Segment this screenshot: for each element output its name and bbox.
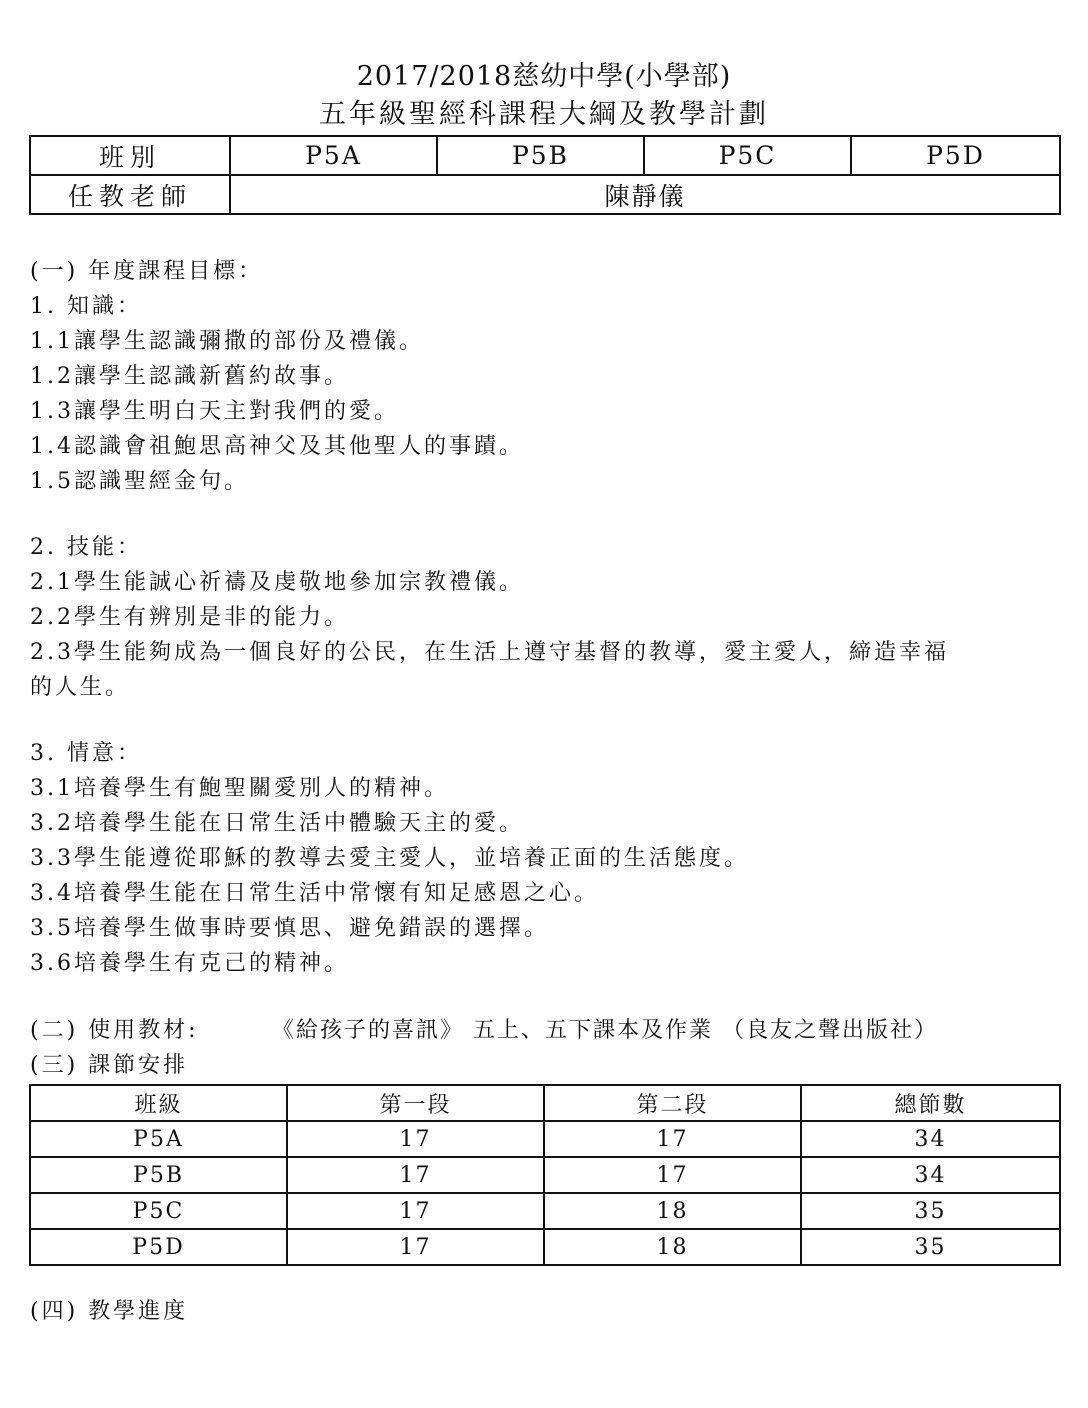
skills-heading: 2. 技能： [30,535,142,560]
total-cell: 34 [801,1121,1060,1157]
skills-item: 2.1學生能誠心祈禱及虔敬地參加宗教禮儀。 [30,570,524,595]
table-row [30,1121,1060,1157]
lesson-schedule-table [29,1084,1061,1266]
table-row [30,1229,1060,1265]
term2-cell: 18 [544,1193,801,1229]
term1-cell: 17 [287,1193,544,1229]
class-teacher-table [29,135,1061,215]
knowledge-item: 1.1讓學生認識彌撒的部份及禮儀。 [30,329,424,354]
term1-cell: 17 [287,1121,544,1157]
knowledge-item: 1.2讓學生認識新舊約故事。 [30,364,349,389]
column-header: 總節數 [801,1085,1060,1121]
total-cell: 34 [801,1157,1060,1193]
class-cell: P5A [30,1121,287,1157]
class-row [30,136,1060,175]
affective-item: 3.1培養學生有鮑聖關愛別人的精神。 [30,776,449,801]
knowledge-item: 1.4認識會祖鮑思高神父及其他聖人的事蹟。 [30,434,524,459]
term1-cell: 17 [287,1157,544,1193]
teaching-materials: 《給孩子的喜訊》 五上、五下課本及作業 （良友之聲出版社） [272,1018,938,1043]
document-subtitle: 五年級聖經科課程大綱及教學計劃 [319,99,769,130]
document-title: 2017/2018慈幼中學(小學部) [356,61,732,92]
class-cell: P5D [30,1229,287,1265]
term1-cell: 17 [287,1229,544,1265]
table-row [30,1193,1060,1229]
affective-item: 3.4培養學生能在日常生活中常懷有知足感恩之心。 [30,881,599,906]
section4-heading: (四) 教學進度 [30,1299,189,1324]
teacher-label-cell: 任教老師 [30,175,230,214]
table-row [30,1157,1060,1193]
affective-item: 3.3學生能遵從耶穌的教導去愛主愛人，並培養正面的生活態度。 [30,846,749,871]
schedule-header-row [30,1085,1060,1121]
section2-heading: (二) 使用教材: [30,1018,199,1043]
class-cell: P5A [230,136,437,175]
teacher-name-cell: 陳靜儀 [230,175,1060,214]
skills-item-continued: 的人生。 [30,675,131,700]
skills-item: 2.3學生能夠成為一個良好的公民，在生活上遵守基督的教導，愛主愛人，締造幸福 [30,640,949,665]
teacher-row [30,175,1060,214]
knowledge-item: 1.3讓學生明白天主對我們的愛。 [30,399,399,424]
total-cell: 35 [801,1229,1060,1265]
class-cell: P5C [644,136,851,175]
term2-cell: 18 [544,1229,801,1265]
total-cell: 35 [801,1193,1060,1229]
affective-item: 3.6培養學生有克己的精神。 [30,951,349,976]
affective-item: 3.2培養學生能在日常生活中體驗天主的愛。 [30,811,524,836]
knowledge-item: 1.5認識聖經金句。 [30,469,249,494]
term2-cell: 17 [544,1157,801,1193]
affective-heading: 3. 情意： [30,741,142,766]
skills-item: 2.2學生有辨別是非的能力。 [30,605,349,630]
class-cell: P5B [30,1157,287,1193]
class-cell: P5B [437,136,644,175]
section1-heading: (一) 年度課程目標： [30,259,264,284]
term2-cell: 17 [544,1121,801,1157]
section3-heading: (三) 課節安排 [30,1053,189,1078]
class-cell: P5D [851,136,1060,175]
affective-item: 3.5培養學生做事時要慎思、避免錯誤的選擇。 [30,916,549,941]
column-header: 第一段 [287,1085,544,1121]
class-cell: P5C [30,1193,287,1229]
knowledge-heading: 1. 知識： [30,294,142,319]
class-label-cell: 班別 [30,136,230,175]
column-header: 班級 [30,1085,287,1121]
column-header: 第二段 [544,1085,801,1121]
